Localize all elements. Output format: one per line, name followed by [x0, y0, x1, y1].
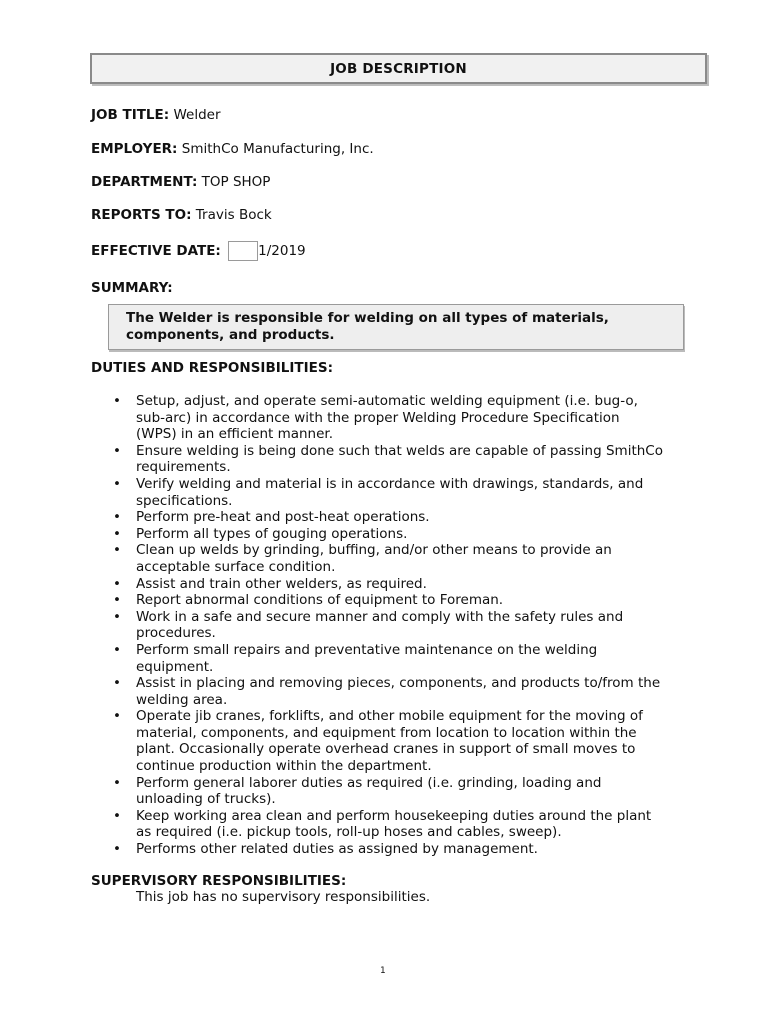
duties-list [110, 393, 690, 858]
duty-item [110, 443, 690, 476]
duty-text: Perform small repairs and preventative maintenance on the welding equipment. [136, 641, 598, 675]
duty-text: Ensure welding is being done such that welds are capable of passing SmithCo requirements. [136, 442, 663, 476]
duty-text: Performs other related duties as assigned by management. [136, 841, 538, 858]
duty-item [110, 576, 690, 593]
duty-item [110, 708, 690, 774]
duty-text: Report abnormal conditions of equipment to Foreman. [136, 592, 504, 609]
duty-item [110, 808, 690, 841]
duties-heading: DUTIES AND RESPONSIBILITIES: [91, 360, 333, 376]
duty-item [110, 526, 690, 543]
summary-heading: SUMMARY: [91, 280, 173, 296]
duty-text: Operate jib cranes, forklifts, and other mobile equipment for the moving of material, components, and equipment from location to location within the plant. Occasionally operate overhead cranes in support of small moves to continue production within the department. [136, 708, 643, 775]
duty-text: Setup, adjust, and operate semi-automatic welding equipment (i.e. bug-o, sub-arc) in accordance with the proper Welding Procedure Specification (WPS) in an efficient manner. [136, 393, 638, 443]
duty-item [110, 393, 690, 443]
duty-text: Perform general laborer duties as required (i.e. grinding, loading and unloading of trucks). [136, 774, 602, 808]
duty-item [110, 642, 690, 675]
duty-item [110, 542, 690, 575]
supervisory-text: This job has no supervisory responsibilities. [136, 889, 431, 905]
effective-date-value: 1/2019 [258, 243, 306, 259]
duty-item [110, 509, 690, 526]
duty-item [110, 841, 690, 858]
field-job-title [91, 107, 221, 124]
duty-item [110, 476, 690, 509]
duty-text: Keep working area clean and perform housekeeping duties around the plant as required (i.e. pickup tools, roll-up hoses and cables, sweep). [136, 807, 652, 841]
bullet-icon: • [113, 708, 121, 725]
bullet-icon: • [113, 575, 121, 592]
duty-text: Perform pre-heat and post-heat operations. [136, 509, 430, 526]
effective-date-input-box[interactable] [228, 241, 258, 261]
employer-label: EMPLOYER: [91, 141, 178, 157]
duty-text: Assist and train other welders, as required. [136, 575, 427, 592]
field-employer [91, 141, 374, 158]
job-title-value: Welder [173, 107, 221, 123]
supervisory-heading: SUPERVISORY RESPONSIBILITIES: [91, 873, 347, 889]
bullet-icon: • [113, 542, 121, 559]
duty-item [110, 592, 690, 609]
duty-item [110, 775, 690, 808]
bullet-icon: • [113, 475, 121, 492]
bullet-icon: • [113, 509, 121, 526]
bullet-icon: • [113, 841, 121, 858]
duty-text: Work in a safe and secure manner and comply with the safety rules and procedures. [136, 608, 624, 642]
job-title-label: JOB TITLE: [91, 107, 170, 123]
duty-text: Verify welding and material is in accordance with drawings, standards, and specifications. [136, 475, 644, 509]
duty-item [110, 609, 690, 642]
field-reports-to [91, 207, 272, 224]
duty-text: Perform all types of gouging operations. [136, 525, 408, 542]
bullet-icon: • [113, 608, 121, 625]
bullet-icon: • [113, 393, 121, 409]
duty-text: Clean up welds by grinding, buffing, and/or other means to provide an acceptable surface condition. [136, 542, 612, 575]
duty-text: Assist in placing and removing pieces, components, and products to/from the welding area. [136, 675, 661, 708]
bullet-icon: • [113, 774, 121, 791]
page-number: 1 [380, 966, 386, 976]
reports-to-label: REPORTS TO: [91, 207, 192, 223]
reports-to-value: Travis Bock [195, 207, 272, 223]
field-effective-date [91, 241, 306, 261]
document-title: JOB DESCRIPTION [330, 60, 467, 77]
department-value: TOP SHOP [201, 174, 271, 190]
department-label: DEPARTMENT: [91, 174, 198, 190]
bullet-icon: • [113, 641, 121, 658]
bullet-icon: • [113, 592, 121, 609]
bullet-icon: • [113, 675, 121, 692]
duty-item [110, 675, 690, 708]
summary-box: The Welder is responsible for welding on all types of materials, components, and products. [108, 304, 684, 350]
bullet-icon: • [113, 807, 121, 824]
bullet-icon: • [113, 525, 121, 542]
document-title-banner [90, 53, 707, 84]
bullet-icon: • [113, 442, 121, 459]
field-department [91, 174, 270, 191]
effective-date-label: EFFECTIVE DATE: [91, 243, 221, 259]
employer-value: SmithCo Manufacturing, Inc. [181, 141, 374, 157]
